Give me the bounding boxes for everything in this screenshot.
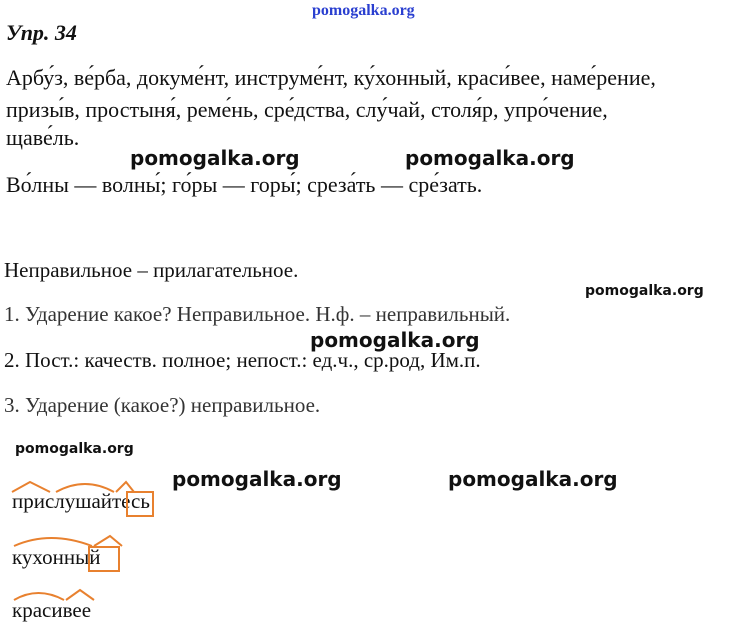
homograph-line: Во́лны — волны́; го́ры — горы́; среза́ть — сре́зать. [6,172,483,197]
analysis-item-3: 3. Ударение (какое?) неправильное. [4,393,321,417]
watermark: pomogalka.org [585,283,704,299]
word-list-line-3: щаве́ль. [6,125,80,150]
analysis-item-2: 2. Пост.: качеств. полное; непост.: ед.ч., ср.род, Им.п. [4,348,481,372]
watermark: pomogalka.org [130,146,300,170]
word-list-line-1: Арбу́з, ве́рба, докуме́нт, инструме́нт, ку́хонный, краси́вее, наме́рение, [6,65,656,90]
word-list-line-2: призы́в, простыня́, реме́нь, сре́дства, слу́чай, столя́р, упро́чение, [6,97,608,122]
watermark: pomogalka.org [405,146,575,170]
exercise-title: Упр. 34 [6,20,77,45]
ending-box-icon [88,546,120,572]
watermark: pomogalka.org [15,441,134,457]
watermark: pomogalka.org [448,467,618,491]
morpheme-word-2: кухонный [12,545,101,569]
watermark: pomogalka.org [310,328,480,352]
watermark: pomogalka.org [172,467,342,491]
morpheme-word-3: красивее [12,598,92,622]
watermark-top: pomogalka.org [312,2,415,19]
ending-box-icon [126,491,154,517]
analysis-heading: Неправильное – прилагательное. [4,258,299,282]
morpheme-word-1: прислушайтесь [12,489,150,513]
analysis-item-1: 1. Ударение какое? Неправильное. Н.ф. – неправильный. [4,302,511,326]
